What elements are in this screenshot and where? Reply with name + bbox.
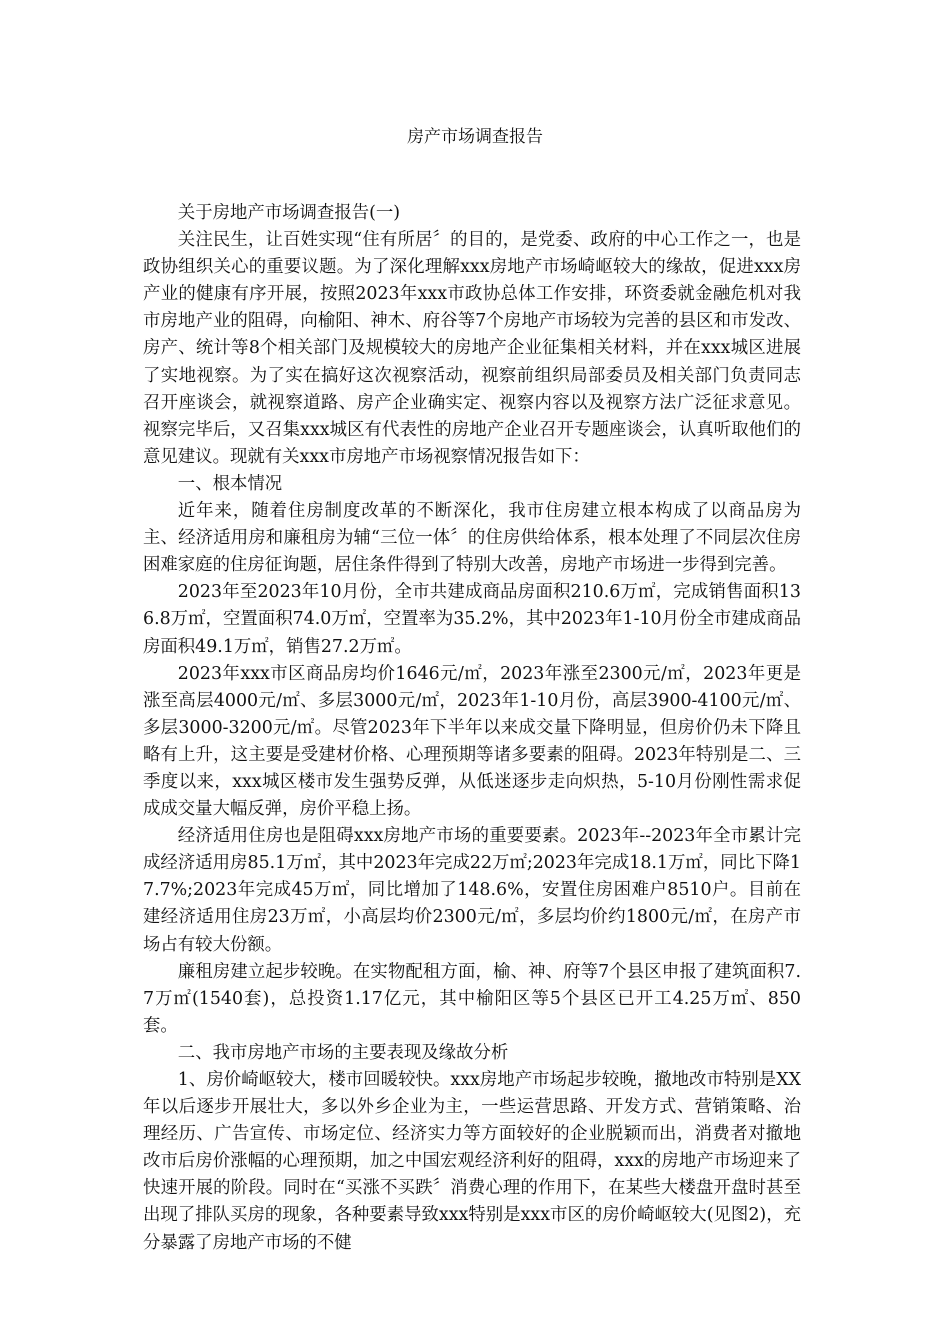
section-heading-main-performance: 二、我市房地产市场的主要表现及缘故分析 (177, 1042, 509, 1063)
paragraph-housing-supply: 近年来，随着住房制度改革的不断深化，我市住房建立根本构成了以商品房为主、经济适用房和廉租房为辅“三位一体〞的住房供给体系，根本处理了不同层次住房困难家庭的住房征询题，居住条件得到了特别大改善，房地产市场进一步得到完善。 (143, 501, 801, 576)
report-subtitle: 关于房地产市场调查报告(一) (177, 203, 401, 223)
paragraph-affordable-housing: 经济适用住房也是阻碍xxx房地产市场的重要要素。2023年--2023年全市累计完成经济适用房85.1万㎡，其中2023年完成22万㎡;2023年完成18.1万㎡，同比下降17.7%;2023年完成45万㎡，同比增加了148.6%，安置住房困难户8510户。目前在建经济适用住房23万㎡，小高层均价2300元/㎡，多层均价约1800元/㎡，在房产市场占有较大份额。 (143, 826, 801, 955)
paragraph-house-prices: 2023年xxx市区商品房均价1646元/㎡，2023年涨至2300元/㎡，2023年更是涨至高层4000元/㎡、多层3000元/㎡，2023年1-10月份，高层3900-4100元/㎡、多层3000-3200元/㎡。尽管2023年下半年以来成交量下降明显，但房价仍未下降且略有上升，这主要是受建材价格、心理预期等诸多要素的阻碍。2023年特别是二、三季度以来，xxx城区楼市发生强势反弹，从低迷逐步走向炽热，5-10月份刚性需求促成成交量大幅反弹，房价平稳上扬。 (143, 663, 801, 820)
paragraph-commercial-area: 2023年至2023年10月份，全市共建成商品房面积210.6万㎡，完成销售面积136.8万㎡，空置面积74.0万㎡，空置率为35.2%，其中2023年1-10月份全市建成商品房面积49.1万㎡，销售27.2万㎡。 (143, 582, 801, 657)
document-title: 房产市场调查报告 (407, 127, 543, 147)
paragraph-low-rent-housing: 廉租房建立起步较晚。在实物配租方面，榆、神、府等7个县区申报了建筑面积7.7万㎡(1540套)，总投资1.17亿元，其中榆阳区等5个县区已开工4.25万㎡、850套。 (143, 961, 801, 1036)
paragraph-intro: 关注民生，让百姓实现“住有所居〞的目的，是党委、政府的中心工作之一，也是政协组织关心的重要议题。为了深化理解xxx房地产市场崎岖较大的缘故，促进xxx房产业的健康有序开展，按照2023年xxx市政协总体工作安排，环资委就金融危机对我市房地产业的阻碍，向榆阳、神木、府谷等7个房地产市场较为完善的县区和市发改、房产、统计等8个相关部门及规模较大的房地产企业征集相关材料，并在xxx城区进展了实地视察。为了实在搞好这次视察活动，视察前组织局部委员及相关部门负责同志召开座谈会，就视察道路、房产企业确实定、视察内容以及视察方法广泛征求意见。视察完毕后，又召集xxx城区有代表性的房地产企业召开专题座谈会，认真听取他们的意见建议。现就有关xxx市房地产市场视察情况报告如下： (143, 230, 801, 467)
document-body (143, 200, 801, 1257)
section-heading-basic-situation: 一、根本情况 (177, 473, 283, 494)
paragraph-price-fluctuation: 1、房价崎岖较大，楼市回暖较快。xxx房地产市场起步较晚，撤地改市特别是XX年以后逐步开展壮大，多以外乡企业为主，一些运营思路、开发方式、营销策略、治理经历、广告宣传、市场定位、经济实力等方面较好的企业脱颖而出，消费者对撤地改市后房价涨幅的心理预期，加之中国宏观经济利好的阻碍，xxx的房地产市场迎来了快速开展的阶段。同时在“买涨不买跌〞消费心理的作用下，在某些大楼盘开盘时甚至出现了排队买房的现象，各种要素导致xxx特别是xxx市区的房价崎岖较大(见图2)，充分暴露了房地产市场的不健 (143, 1070, 801, 1253)
